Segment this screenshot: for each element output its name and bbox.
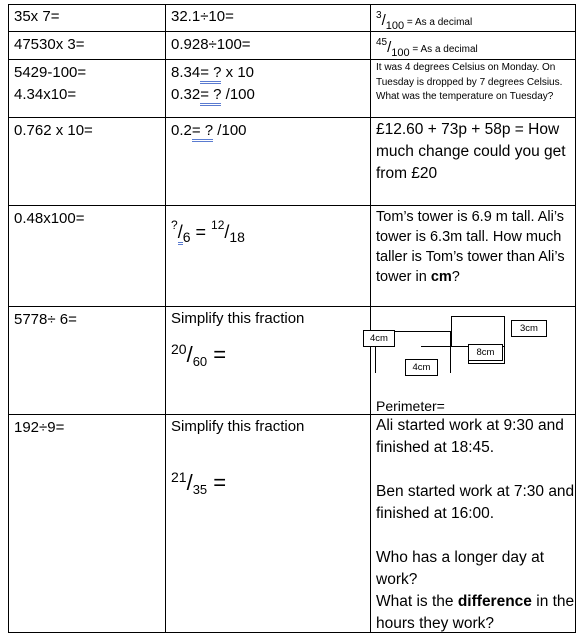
question-r3c2a [171,64,254,82]
fraction-numerator: 12 [211,218,225,232]
fraction-slash: / [178,222,183,245]
number: 0.32 [171,86,201,103]
row-border [8,31,576,32]
question-r1c3: $^3/_{100} = As$ a decimal [376,10,473,32]
missing-value-blank: = ? [200,64,221,84]
fraction-numerator: 45 [376,37,388,48]
longer-day-question: Who has a longer day at work? [376,549,545,588]
column-border [165,4,166,633]
fraction-denominator: 60 [192,354,208,369]
fraction-to-simplify: $^{20}/_{60}$ = [171,341,227,369]
question-r6c1: 5778÷ 6= [14,311,77,328]
question-money: £12.60 + 73p + 58p = How much change could you get from £20 [376,121,566,182]
question-towers [376,207,572,287]
question-r1c1: 35x 7= [14,8,60,25]
fraction-denominator: 18 [229,229,245,245]
fraction-denominator: 6 [182,229,191,245]
question-mark: ? [451,269,460,285]
dimension-label: 8cm [468,344,503,361]
row-border [8,306,576,307]
question-r7c1: 192÷9= [14,419,65,436]
question-r4c1: 0.762 x 10= [14,122,93,139]
dimension-label: 4cm [405,359,438,376]
question-r3c1b: 4.34x10= [14,86,77,103]
paragraph-spacer [376,525,576,547]
fraction-numerator: 21 [171,469,187,485]
question-r4c2 [171,122,247,140]
question-text: in the hours they work? [376,593,575,632]
operation: /100 [221,86,255,103]
question-text: Tom’s tower is 6.9 m tall. Ali’s tower is 6.3m tall. How much taller is Tom’s tower than Ali’s tower in [376,209,565,285]
fraction-numerator: ? [171,218,178,232]
decimal-prompt: = As a decimal [409,44,478,55]
shape-right-part [451,316,505,346]
ben-work-times: Ben started work at 7:30 and finished at 16:00. [376,483,575,522]
dimension-label: 3cm [511,320,547,337]
question-equivalent-fractions: $^?/_6 = ^{12}/_{18}$ [171,218,245,245]
equals-sign: = [190,222,212,242]
fraction-numerator: 3 [376,10,382,21]
question-r3c2b [171,86,255,104]
question-r5c1: 0.48x100= [14,210,85,227]
equals-sign: = [207,470,227,495]
worksheet-table [8,4,576,633]
simplify-label: Simplify this fraction [171,310,305,327]
missing-value-blank: = ? [200,86,221,106]
operation: x 10 [221,64,255,81]
row-border [8,59,576,60]
dimension-label: 4cm [363,330,395,347]
question-text: What is the [376,593,458,610]
difference-question [376,591,576,635]
row-border [8,4,576,5]
column-border [370,4,371,633]
row-border [8,205,576,206]
column-border [8,4,9,633]
question-r1c2: 32.1÷10= [171,8,234,25]
decimal-prompt: = As a decimal [404,17,473,28]
missing-value-blank: = ? [192,122,213,142]
question-r2c1: 47530x 3= [14,36,85,53]
fraction-denominator: 100 [391,47,410,59]
unit-emphasis: cm [430,269,452,285]
question-r2c2: 0.928÷100= [171,36,251,53]
row-border [8,117,576,118]
operation: /100 [213,122,247,139]
question-r3c1a: 5429-100= [14,64,87,81]
ali-work-times: Ali started work at 9:30 and finished at 18:45. [376,417,564,456]
question-work-hours [376,415,576,635]
paragraph-spacer [376,459,576,481]
fraction-numerator: 20 [171,341,187,357]
fraction-to-simplify: $^{21}/_{35}$ = [171,469,227,497]
equals-sign: = [207,342,227,367]
fraction-denominator: 35 [192,482,208,497]
question-r2c3: $^{45}/_{100} = As$ a decimal [376,37,478,59]
difference-emphasis: difference [457,593,532,610]
fraction-denominator: 100 [385,20,405,32]
question-temperature: It was 4 degrees Celsius on Monday. On Tuesday is dropped by 7 degrees Celsius. What was the temperature on Tuesday? [376,62,563,102]
simplify-label: Simplify this fraction [171,418,305,435]
number: 0.2 [171,122,192,139]
number: 8.34 [171,64,201,81]
perimeter-label: Perimeter= [376,398,445,414]
